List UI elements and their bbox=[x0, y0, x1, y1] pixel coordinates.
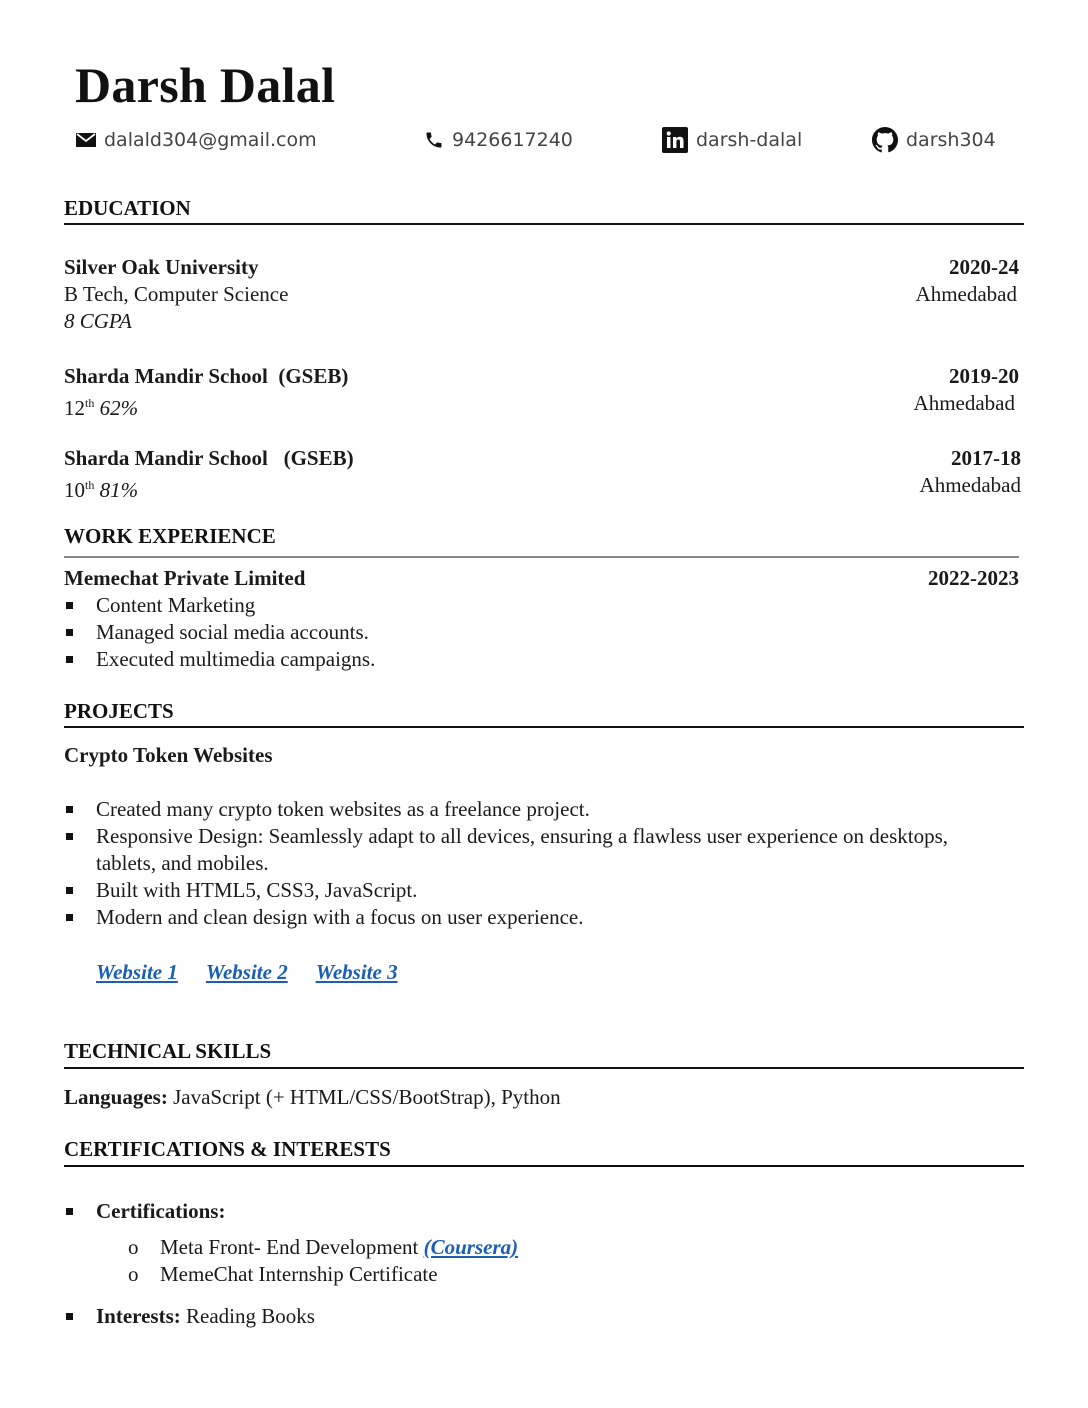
phone-icon bbox=[424, 130, 444, 150]
project-links bbox=[96, 960, 398, 985]
work-years: 2022-2023 bbox=[928, 566, 1019, 590]
list-item: o MemeChat Internship Certificate bbox=[128, 1261, 518, 1288]
contact-email[interactable] bbox=[76, 124, 317, 156]
education-years: 2020-24 bbox=[949, 255, 1019, 279]
education-years: 2019-20 bbox=[949, 364, 1019, 388]
work-divider bbox=[64, 556, 1019, 558]
list-item: Responsive Design: Seamlessly adapt to all devices, ensuring a flawless user experience on desktops, tablets, and mobiles. bbox=[64, 823, 1004, 877]
project-bullets bbox=[64, 796, 1004, 931]
contact-github[interactable] bbox=[872, 124, 996, 156]
work-bullets bbox=[64, 592, 1004, 673]
school-name: Silver Oak University bbox=[64, 255, 259, 279]
projects-heading: PROJECTS bbox=[64, 699, 174, 723]
school-name: Sharda Mandir School (GSEB) bbox=[64, 364, 349, 388]
website-1-link[interactable]: Website 1 bbox=[96, 960, 178, 984]
education-location: Ahmedabad bbox=[919, 473, 1021, 497]
company-name: Memechat Private Limited bbox=[64, 566, 306, 590]
certs-divider bbox=[64, 1165, 1024, 1167]
certs-bullet bbox=[64, 1198, 1004, 1225]
grade: 8 CGPA bbox=[64, 309, 132, 333]
skills-heading: TECHNICAL SKILLS bbox=[64, 1039, 272, 1063]
list-item: Managed social media accounts. bbox=[64, 619, 1004, 646]
interests-label: Interests: bbox=[96, 1304, 181, 1328]
interests-bullet bbox=[64, 1303, 1004, 1330]
project-name: Crypto Token Websites bbox=[64, 743, 273, 767]
work-heading: WORK EXPERIENCE bbox=[64, 524, 276, 548]
certs-heading: CERTIFICATIONS & INTERESTS bbox=[64, 1137, 391, 1161]
list-item: o Meta Front- End Development (Coursera) bbox=[128, 1234, 518, 1261]
education-divider bbox=[64, 223, 1024, 225]
phone-text: 9426617240 bbox=[452, 129, 573, 151]
list-item: Content Marketing bbox=[64, 592, 1004, 619]
skills-value: JavaScript (+ HTML/CSS/BootStrap), Python bbox=[167, 1085, 561, 1109]
education-years: 2017-18 bbox=[951, 446, 1021, 470]
certs-list bbox=[128, 1234, 518, 1288]
skills-label: Languages: bbox=[64, 1085, 168, 1109]
list-item: Executed multimedia campaigns. bbox=[64, 646, 1004, 673]
coursera-link[interactable]: (Coursera) bbox=[423, 1235, 519, 1259]
contact-linkedin[interactable] bbox=[662, 124, 802, 156]
github-icon bbox=[872, 127, 898, 153]
candidate-name: Darsh Dalal bbox=[75, 57, 336, 113]
education-location: Ahmedabad bbox=[913, 391, 1015, 415]
list-item: Modern and clean design with a focus on user experience. bbox=[64, 904, 1004, 931]
certifications-label: Certifications: bbox=[64, 1198, 1004, 1225]
projects-divider bbox=[64, 726, 1024, 728]
skills-divider bbox=[64, 1067, 1024, 1069]
school-name: Sharda Mandir School (GSEB) bbox=[64, 446, 354, 470]
envelope-icon bbox=[76, 132, 96, 148]
github-text: darsh304 bbox=[906, 129, 996, 151]
contact-phone[interactable] bbox=[424, 124, 573, 156]
education-level: 10th 81% bbox=[64, 478, 139, 502]
list-item bbox=[64, 1303, 1004, 1330]
education-level: 12th 62% bbox=[64, 396, 139, 420]
email-text: dalald304@gmail.com bbox=[104, 129, 317, 151]
linkedin-icon bbox=[662, 127, 688, 153]
education-location: Ahmedabad bbox=[915, 282, 1017, 306]
linkedin-text: darsh-dalal bbox=[696, 129, 803, 151]
degree: B Tech, Computer Science bbox=[64, 282, 289, 306]
website-2-link[interactable]: Website 2 bbox=[205, 960, 288, 984]
interests-value: Reading Books bbox=[180, 1304, 315, 1328]
website-3-link[interactable]: Website 3 bbox=[315, 960, 398, 984]
list-item: Built with HTML5, CSS3, JavaScript. bbox=[64, 877, 1004, 904]
education-heading: EDUCATION bbox=[64, 196, 191, 220]
list-item: Created many crypto token websites as a freelance project. bbox=[64, 796, 1004, 823]
